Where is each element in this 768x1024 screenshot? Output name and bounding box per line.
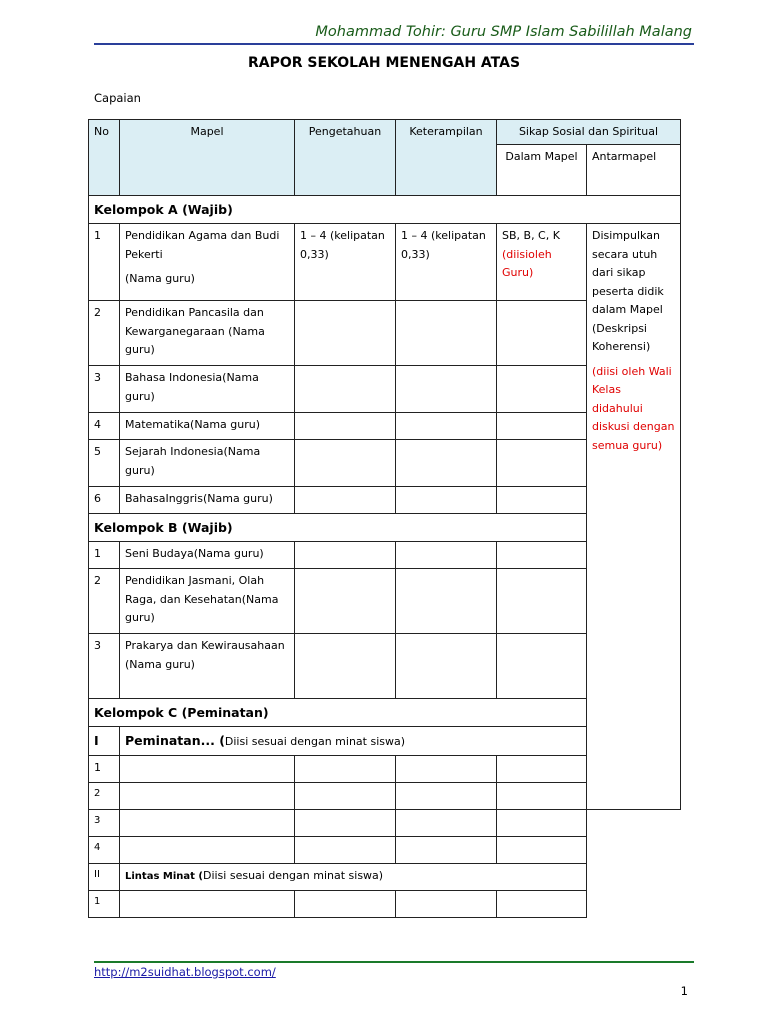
peminatan-row-4-pengetahuan [295, 837, 396, 864]
antarmapel-note: Disimpulkan secara utuh dari sikap peserta didik dalam Mapel (Deskripsi Koherensi) [592, 229, 664, 354]
lintas-no: II [89, 864, 120, 891]
peminatan-row-4-keterampilan [396, 837, 497, 864]
peminatan-row-3-mapel [120, 810, 295, 837]
row-b1-sikap [497, 542, 587, 569]
row-a2-sikap [497, 301, 587, 366]
footer-divider [94, 961, 694, 963]
header-keterampilan: Keterampilan [396, 120, 497, 196]
row-b1-keterampilan [396, 542, 497, 569]
capaian-label: Capaian [94, 91, 141, 105]
row-a1-sikap-grades: SB, B, C, K [502, 229, 560, 243]
row-a6-pengetahuan [295, 487, 396, 514]
peminatan-title: Peminatan... ( [125, 733, 225, 749]
lintas-note: Diisi sesuai dengan minat siswa) [202, 869, 384, 883]
row-a4-keterampilan [396, 413, 497, 440]
peminatan-row-4-sikap [497, 837, 587, 864]
row-a1-pengetahuan: 1 – 4 (kelipatan 0,33) [295, 224, 396, 301]
lintas-row-1-keterampilan [396, 891, 497, 918]
header-no: No [89, 120, 120, 196]
row-a6-mapel: BahasaInggris(Nama guru) [120, 487, 295, 514]
row-a4-sikap [497, 413, 587, 440]
row-a1-mapel-name: Pendidikan Agama dan Budi Pekerti [125, 229, 280, 261]
antarmapel-note-red: (diisi oleh Wali Kelas didahului diskusi dengan semua guru) [592, 364, 675, 452]
row-a5-mapel: Sejarah Indonesia(Nama guru) [120, 440, 295, 487]
peminatan-row-1-no: 1 [89, 756, 120, 783]
row-b2-no: 2 [89, 569, 120, 634]
row-a6-keterampilan [396, 487, 497, 514]
row-a6-sikap [497, 487, 587, 514]
row-a1-guru: (Nama guru) [125, 272, 195, 286]
peminatan-row-1-sikap [497, 756, 587, 783]
peminatan-row-1-mapel [120, 756, 295, 783]
peminatan-row-2-pengetahuan [295, 783, 396, 810]
row-a4-pengetahuan [295, 413, 396, 440]
group-a-label: Kelompok A (Wajib) [89, 196, 681, 224]
peminatan-note: Diisi sesuai dengan minat siswa) [224, 735, 406, 749]
row-a3-keterampilan [396, 366, 497, 413]
row-a1-no: 1 [89, 224, 120, 301]
row-a3-no: 3 [89, 366, 120, 413]
document-title: RAPOR SEKOLAH MENENGAH ATAS [247, 55, 521, 71]
lintas-row-1-pengetahuan [295, 891, 396, 918]
row-a1-mapel [120, 224, 295, 301]
lintas-row-1-no: 1 [89, 891, 120, 918]
row-b2-mapel: Pendidikan Jasmani, Olah Raga, dan Kesehatan(Nama guru) [120, 569, 295, 634]
header-mapel: Mapel [120, 120, 295, 196]
peminatan-header [120, 727, 587, 756]
antarmapel-note-cell [587, 224, 681, 810]
header-dalam-mapel: Dalam Mapel [497, 145, 587, 196]
group-c-label: Kelompok C (Peminatan) [89, 699, 587, 727]
peminatan-row-1-keterampilan [396, 756, 497, 783]
peminatan-row-2-sikap [497, 783, 587, 810]
page-number: 1 [680, 984, 688, 998]
peminatan-row-2-keterampilan [396, 783, 497, 810]
peminatan-row-3-sikap [497, 810, 587, 837]
peminatan-row-2-no: 2 [89, 783, 120, 810]
row-a5-pengetahuan [295, 440, 396, 487]
row-a2-no: 2 [89, 301, 120, 366]
row-a2-pengetahuan [295, 301, 396, 366]
row-a1-sikap-note: (diisioleh Guru) [502, 247, 552, 280]
row-b2-pengetahuan [295, 569, 396, 634]
row-a4-no: 4 [89, 413, 120, 440]
row-a1-keterampilan: 1 – 4 (kelipatan 0,33) [396, 224, 497, 301]
row-b1-mapel: Seni Budaya(Nama guru) [120, 542, 295, 569]
header-divider [94, 43, 694, 45]
header-antarmapel: Antarmapel [587, 145, 681, 196]
peminatan-no: I [89, 727, 120, 756]
row-a5-sikap [497, 440, 587, 487]
row-b3-mapel: Prakarya dan Kewirausahaan (Nama guru) [120, 634, 295, 699]
peminatan-row-1-pengetahuan [295, 756, 396, 783]
row-b3-sikap [497, 634, 587, 699]
row-b2-keterampilan [396, 569, 497, 634]
header-pengetahuan: Pengetahuan [295, 120, 396, 196]
lintas-row-1-sikap [497, 891, 587, 918]
row-a2-keterampilan [396, 301, 497, 366]
peminatan-row-3-keterampilan [396, 810, 497, 837]
row-a2-mapel: Pendidikan Pancasila dan Kewarganegaraan (Nama guru) [120, 301, 295, 366]
peminatan-row-4-mapel [120, 837, 295, 864]
row-b3-no: 3 [89, 634, 120, 699]
peminatan-row-3-pengetahuan [295, 810, 396, 837]
rapor-table [88, 119, 681, 918]
row-a5-no: 5 [89, 440, 120, 487]
peminatan-row-2-mapel [120, 783, 295, 810]
row-a6-no: 6 [89, 487, 120, 514]
peminatan-row-4-no: 4 [89, 837, 120, 864]
row-a5-keterampilan [396, 440, 497, 487]
row-a3-mapel: Bahasa Indonesia(Nama guru) [120, 366, 295, 413]
row-b3-pengetahuan [295, 634, 396, 699]
row-b2-sikap [497, 569, 587, 634]
row-b1-no: 1 [89, 542, 120, 569]
header-sikap: Sikap Sosial dan Spiritual [497, 120, 681, 145]
row-b3-keterampilan [396, 634, 497, 699]
row-a4-mapel: Matematika(Nama guru) [120, 413, 295, 440]
row-a3-sikap [497, 366, 587, 413]
peminatan-row-3-no: 3 [89, 810, 120, 837]
footer-blog-link[interactable]: http://m2suidhat.blogspot.com/ [94, 965, 276, 979]
page-header-text: Mohammad Tohir: Guru SMP Islam Sabilillah Malang [315, 24, 692, 40]
row-a1-sikap [497, 224, 587, 301]
row-a3-pengetahuan [295, 366, 396, 413]
lintas-row-1-mapel [120, 891, 295, 918]
row-b1-pengetahuan [295, 542, 396, 569]
group-b-label: Kelompok B (Wajib) [89, 514, 587, 542]
lintas-title: Lintas Minat ( [125, 871, 203, 883]
lintas-header [120, 864, 587, 891]
